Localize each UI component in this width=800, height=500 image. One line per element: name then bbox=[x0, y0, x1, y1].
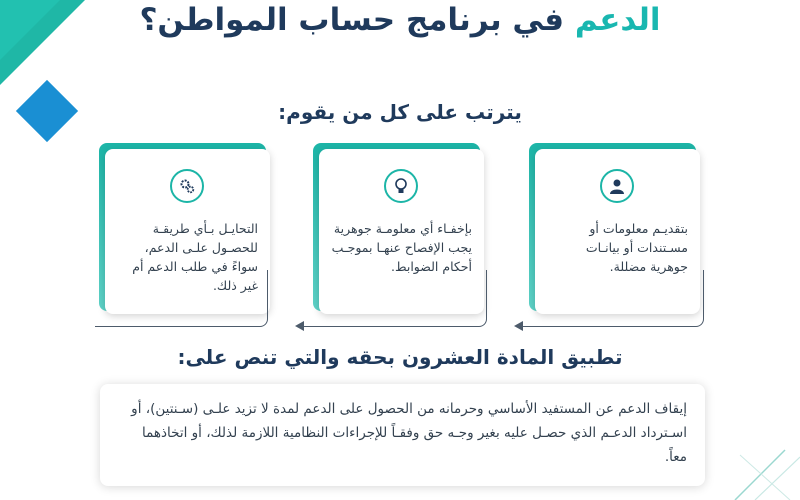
connector-bracket bbox=[522, 270, 704, 327]
arrow-left-icon bbox=[514, 321, 523, 331]
page-title-rest: في برنامج حساب المواطن؟ bbox=[139, 2, 565, 38]
arrow-left-icon bbox=[295, 321, 304, 331]
card-text: بإخفـاء أي معلومـة جوهرية يجب الإفصاح عنهـا بموجـب أحكام الضوابط. bbox=[331, 221, 472, 274]
page-title-accent: الدعم bbox=[574, 2, 661, 38]
person-icon bbox=[600, 169, 634, 203]
page-title bbox=[0, 2, 800, 38]
card-text: بتقديـم معلومات أو مسـتندات أو بيانـات جوهرية مضللة. bbox=[585, 221, 688, 274]
article-box bbox=[100, 384, 705, 486]
connector-bracket bbox=[95, 270, 268, 327]
lightbulb-icon bbox=[384, 169, 418, 203]
decorative-lines bbox=[730, 445, 800, 500]
subheading: يترتب على كل من يقوم: bbox=[278, 100, 522, 124]
connector-bracket bbox=[303, 270, 487, 327]
card-text: التحايـل بـأي طريقـة للحصـول علـى الدعم، سواءً في طلب الدعم أم غير ذلك. bbox=[132, 221, 258, 293]
gears-icon bbox=[170, 169, 204, 203]
article-text: إيقاف الدعم عن المستفيد الأساسي وحرمانه من الحصول على الدعم لمدة لا تزيد علـى (سـنتين)، أو اسـترداد الدعـم الذي حصـل عليه بغير وجـه حق وفقـاً للإجراءات النظامية اللازمة لذلك، أو اتخاذهما معاً. bbox=[131, 401, 687, 465]
section-title: تطبيق المادة العشرون بحقه والتي تنص على: bbox=[177, 345, 623, 369]
